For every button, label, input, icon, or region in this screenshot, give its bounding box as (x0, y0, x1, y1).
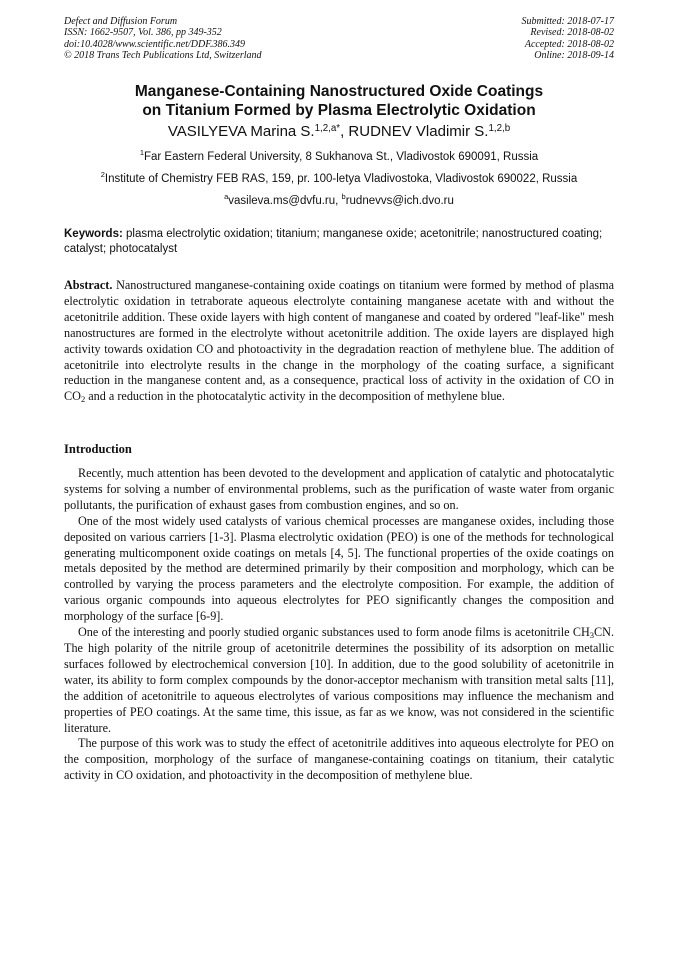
introduction-heading: Introduction (64, 442, 132, 456)
accepted-date: Accepted: 2018-08-02 (524, 38, 614, 50)
online-date: Online: 2018-09-14 (534, 50, 614, 62)
affiliation-1-text: Far Eastern Federal University, 8 Sukhanova St., Vladivostok 690091, Russia (143, 151, 539, 163)
affiliation-1-num: 1 (139, 148, 144, 157)
introduction-body (64, 466, 614, 784)
intro-paragraph-3 (64, 625, 614, 736)
journal-info (64, 16, 262, 62)
keywords (64, 227, 614, 257)
email-a[interactable]: vasileva.ms@dvfu.ru, (228, 195, 342, 207)
email-a-sup: a (224, 192, 229, 201)
doi: doi:10.4028/www.scientific.net/DDF.386.349 (64, 38, 246, 50)
author-1: VASILYEVA Marina S. (167, 123, 315, 140)
author-list (40, 123, 638, 141)
submitted-date: Submitted: 2018-07-17 (521, 16, 614, 27)
affiliation-2 (40, 172, 638, 186)
keywords-text: plasma electrolytic oxidation; titanium; manganese oxide; acetonitrile; nanostructured coating; catalyst; photocatalyst (64, 228, 603, 255)
abstract (64, 278, 614, 405)
intro-paragraph-4: The purpose of this work was to study the effect of acetonitrile additives into aqueous electrolyte for PEO on the composition, morphology of the surface of manganese-containing coatings on titanium, their catalytic activity in CO oxidation, and photoactivity in the decomposition of methylene blue. (64, 736, 614, 783)
intro-p3-text-2: CN. The high polarity of the nitrile group of acetonitrile determines the possibility of its adsorption on metallic surfaces followed by electrochemical conversion [10]. In addition, due to the good solubility of acetonitrile in water, its ability to form complex compounds by the donor-acceptor mechanism with transition metal salts [11], the addition of acetonitrile to aqueous electrolytes of various compositions may influence the mechanism and properties of PEO coatings. At the same time, this issue, as far as we know, was not considered in the scientific literature. (64, 625, 614, 735)
affiliation-2-num: 2 (100, 170, 105, 179)
issn: ISSN: 1662-9507, Vol. 386, pp 349-352 (64, 27, 222, 39)
email-b[interactable]: rudnevvs@ich.dvo.ru (345, 195, 454, 207)
intro-paragraph-2: One of the most widely used catalysts of various chemical processes are manganese oxides, including those deposited on various carriers [1-3]. Plasma electrolytic oxidation (PEO) is one of the methods for technological generating multicomponent oxide coatings on metals [4, 5]. The functional properties of the oxide coatings on metals deposited by the method are determined primarily by their composition and morphology, which can be controlled by varying the process parameters and the electrolyte composition. For example, the addition of various organic compounds into aqueous electrolytes for PEO significantly changes the composition and morphology of the surface [6-9]. (64, 513, 614, 624)
author-separator: , (340, 123, 349, 140)
revised-date: Revised: 2018-08-02 (530, 27, 614, 39)
affiliation-1 (40, 150, 638, 164)
copyright: © 2018 Trans Tech Publications Ltd, Switzerland (64, 50, 262, 62)
email-b-sup: b (341, 192, 346, 201)
author-1-sup: 1,2,a* (314, 123, 341, 134)
abstract-text-2: and a reduction in the photocatalytic activity in the decomposition of methylene blue. (85, 389, 505, 404)
author-2: RUDNEV Vladimir S. (348, 123, 489, 140)
intro-p3-sub: 3 (589, 630, 595, 641)
dates-info (522, 16, 615, 62)
paper-title (40, 82, 638, 120)
intro-paragraph-1: Recently, much attention has been devoted to the development and application of catalytic and photocatalytic systems for solving a number of environmental problems, such as the purification of waste water from organic pollutants, the purification of exhaust gases from combustion engines, and so on. (64, 466, 614, 512)
abstract-text-1: Nanostructured manganese-containing oxide coatings on titanium were formed by method of plasma electrolytic oxidation in tetraborate aqueous electrolyte containing manganese acetate with and without the acetonitrile addition. These oxide layers with high content of manganese and coated by ordered "leaf-like" mesh nanostructures are formed in the electrolyte without acetonitrile addition. The oxide layers are displayed high activity towards oxidation CO and photoactivity in the degradation reaction of methylene blue. The addition of acetonitrile into electrolyte results in the change in the morphology of the coating surface, a significant reduction in the manganese content and, as a consequence, practical loss of activity in the oxidation of CO in CO (64, 278, 614, 404)
journal-name: Defect and Diffusion Forum (64, 16, 178, 27)
emails (40, 194, 638, 208)
intro-p3-text-1: One of the interesting and poorly studied organic substances used to form anode films is acetonitrile CH (78, 625, 590, 640)
title-line-1: Manganese-Containing Nanostructured Oxide Coatings (134, 83, 544, 100)
keywords-label: Keywords: (64, 228, 123, 240)
affiliation-2-text: Institute of Chemistry FEB RAS, 159, pr. 100-letya Vladivostoka, Vladivostok 690022, Russia (104, 173, 578, 185)
abstract-label: Abstract. (64, 278, 113, 292)
abstract-sub: 2 (80, 394, 86, 405)
author-2-sup: 1,2,b (488, 123, 511, 134)
title-line-2: on Titanium Formed by Plasma Electrolytic Oxidation (142, 102, 536, 119)
